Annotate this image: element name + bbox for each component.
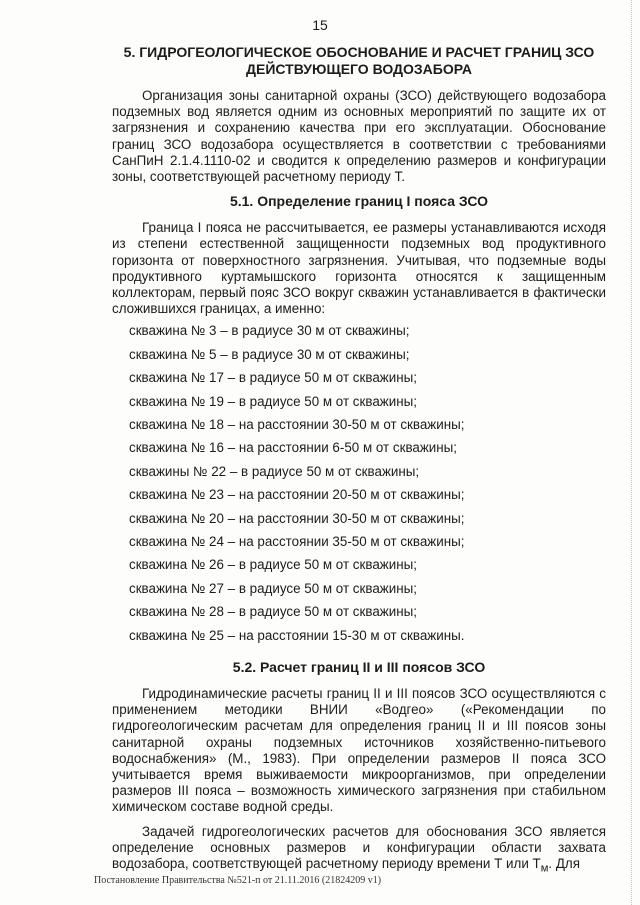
section2-paragraph-1: Гидродинамические расчеты границ II и III поясов ЗСО осуществляются с применением методики ВНИИ «Водгео» («Рекомендации по гидрогеологическим расчетам для определения границ II и III поясов зоны санитарной охраны подземных источников хозяйственно-питьевого водоснабжения» (М., 1983). При определении размеров II пояса ЗСО учитывается время выживаемости микроорганизмов, при определении размеров III пояса – возможность химического загрязнения при стабильном химическом составе водной среды.: [112, 685, 606, 815]
list-item: скважина № 27 – в радиусе 50 м от скважины;: [129, 580, 417, 596]
subscript-m: м: [540, 862, 549, 875]
list-item: скважина № 18 – на расстоянии 30-50 м от скважины;: [129, 417, 465, 432]
section2-paragraph-2: [112, 824, 606, 877]
intro-paragraph: Организация зоны санитарной охраны (ЗСО) действующего водозабора подземных вод является одним из основных мероприятий по защите их от загрязнения и сохранению качества при его эксплуатации. Обоснование границ ЗСО водозабора осуществляется в соответствии с требованиями СанПиН 2.1.4.1110-02 и сводится к определению размеров и конфигурации зоны, соответствующей расчетному периоду Т.: [112, 88, 606, 185]
list-item: скважина № 19 – в радиусе 50 м от скважины;: [129, 393, 417, 409]
page-number: 15: [312, 17, 328, 33]
section1-paragraph: Граница I пояса не рассчитывается, ее размеры устанавливаются исходя из степени естественной защищенности подземных вод продуктивного горизонта от поверхностного загрязнения. Учитывая, что подземные воды продуктивного куртамышского горизонта относятся к защищенным коллекторам, первый пояс ЗСО вокруг скважин устанавливается в фактически сложившихся границах, а именно:: [112, 220, 606, 317]
footer-note: Постановление Правительства №521-п от 21.11.2016 (21824209 v1): [94, 875, 382, 886]
list-item: скважина № 25 – на расстоянии 15-30 м от скважины.: [129, 627, 465, 643]
list-item: скважина № 26 – в радиусе 50 м от скважины;: [129, 557, 417, 573]
section2-paragraph-2-tail: . Для: [548, 855, 580, 871]
list-item: скважина № 24 – на расстоянии 35-50 м от скважины;: [129, 533, 465, 549]
subsection-title-2: 5.2. Расчет границ II и III поясов ЗСО: [232, 658, 486, 675]
list-item: скважина № 16 – на расстоянии 6-50 м от скважины;: [129, 440, 458, 456]
list-item: скважина № 5 – в радиусе 30 м от скважины;: [129, 346, 410, 362]
section-heading: 5. ГИДРОГЕОЛОГИЧЕСКОЕ ОБОСНОВАНИЕ И РАСЧЕТ ГРАНИЦ ЗСО ДЕЙСТВУЮЩЕГО ВОДОЗАБОРА: [123, 44, 595, 77]
well-list: [112, 323, 606, 650]
subsection-title-1: 5.1. Определение границ I пояса ЗСО: [229, 193, 489, 210]
page-content: [112, 44, 606, 877]
list-item: скважина № 17 – в радиусе 50 м от скважины;: [129, 370, 417, 386]
list-item: скважина № 20 – на расстоянии 30-50 м от скважины;: [129, 510, 465, 526]
list-item: скважина № 28 – в радиусе 50 м от скважины;: [129, 604, 417, 620]
list-item: скважина № 23 – на расстоянии 20-50 м от скважины;: [129, 487, 465, 503]
section2-paragraph-2-text: Задачей гидрогеологических расчетов для обоснования ЗСО является определение основных размеров и конфигурации области захвата водозабора, соответствующей расчетному периоду времени Т или Т: [112, 823, 606, 871]
list-item: скважины № 22 – в радиусе 50 м от скважины;: [129, 463, 420, 479]
scan-edge: [631, 0, 638, 905]
list-item: скважина № 3 – в радиусе 30 м от скважины;: [129, 323, 410, 339]
